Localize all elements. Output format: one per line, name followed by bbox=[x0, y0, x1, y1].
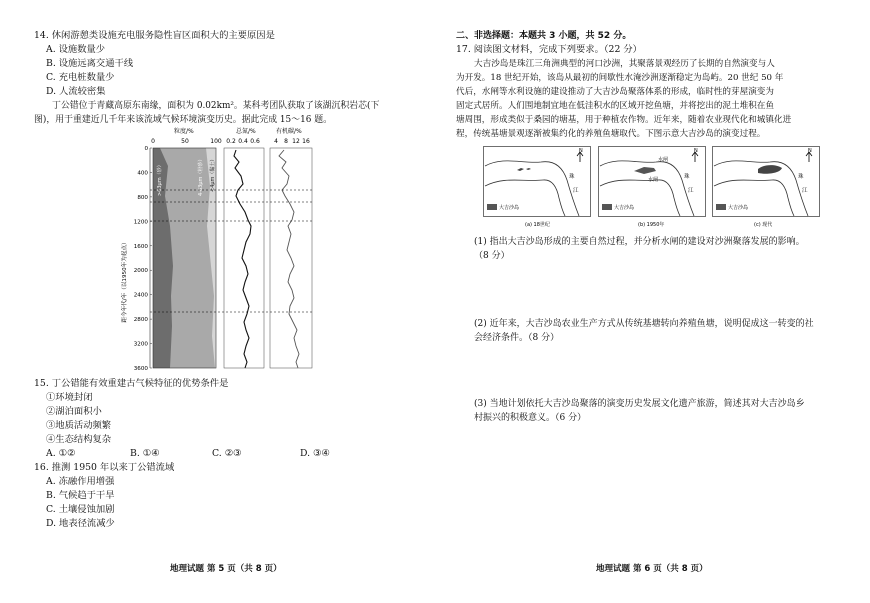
q17-sub3-line-1: (3) 当地计划依托大吉沙岛聚落的演变历史发展文化遗产旅游，简述其对大吉沙岛乡 bbox=[474, 399, 805, 409]
passage-line-5: 塘周围，形成类似于桑园的塘基，用于种植农作物。近年来，随着农业现代化和城镇化进 bbox=[456, 115, 792, 125]
organic-carbon-curve bbox=[279, 150, 299, 368]
sluice-label: 水闸 bbox=[648, 177, 659, 183]
tn-frame bbox=[224, 148, 264, 368]
right-page-footer: 地理试题 第 6 页（共 8 页） bbox=[596, 564, 708, 574]
map-a-caption: (a) 18世纪 bbox=[525, 222, 550, 228]
intro-line-2: 图)，用于重建近几千年来该流域气候环境演变历史。据此完成 15～16 题。 bbox=[34, 115, 332, 125]
svg-text:江: 江 bbox=[573, 188, 579, 194]
total-nitrogen-title: 总氮/% bbox=[236, 128, 256, 135]
map-18th-century bbox=[483, 146, 591, 228]
svg-text:大吉沙岛: 大吉沙岛 bbox=[614, 205, 635, 211]
svg-text:珠: 珠 bbox=[798, 174, 804, 180]
q15-item-4: ④生态结构复杂 bbox=[46, 434, 112, 445]
y-tick-label: 2800 bbox=[133, 317, 148, 324]
map-c-caption: (c) 现代 bbox=[754, 222, 773, 228]
q15-item-3: ③地质活动频繁 bbox=[46, 420, 112, 431]
q15-item-2: ②湖泊面积小 bbox=[46, 406, 102, 417]
svg-text:N: N bbox=[808, 148, 812, 154]
y-tick-label: 3200 bbox=[133, 341, 148, 348]
map-b-caption: (b) 1950年 bbox=[638, 222, 665, 228]
q17-stem: 17. 阅读图文材料，完成下列要求。（22 分） bbox=[456, 44, 642, 55]
map-modern bbox=[712, 146, 820, 228]
grain-size-title: 粒度/% bbox=[174, 128, 194, 135]
toc-tick-8: 8 bbox=[284, 138, 288, 145]
tn-tick-0-2: 0.2 bbox=[226, 138, 236, 145]
grain-tick-50: 50 bbox=[181, 138, 189, 145]
y-axis-ticks bbox=[134, 146, 152, 372]
legend-swatch bbox=[487, 204, 497, 210]
toc-tick-12: 12 bbox=[292, 138, 300, 145]
q17-sub3-line-2: 村振兴的积极意义。（6 分） bbox=[474, 413, 587, 423]
q17-sub2-line-2: 会经济条件。（8 分） bbox=[474, 333, 560, 343]
passage-line-1: 大吉沙岛是珠江三角洲典型的河口沙洲，其聚落景观经历了长期的自然演变与人 bbox=[474, 59, 775, 69]
sluice-label: 水闸 bbox=[658, 157, 669, 163]
y-tick-label: 2400 bbox=[133, 292, 148, 299]
q14-stem: 14. 休闲游憩类设施充电服务隐性盲区面积大的主要原因是 bbox=[34, 30, 275, 41]
svg-text:大吉沙岛: 大吉沙岛 bbox=[499, 205, 520, 211]
y-tick-label: 800 bbox=[137, 194, 148, 201]
q14-option-b: B. 设施远离交通干线 bbox=[46, 58, 134, 69]
q15-option-a: A. ①② bbox=[46, 448, 76, 459]
sediment-core-figure bbox=[118, 126, 318, 374]
y-tick-label: 400 bbox=[137, 170, 148, 177]
map-1950 bbox=[598, 146, 706, 228]
passage-line-3: 代后，水闸等水利设施的建设推动了大吉沙岛聚落体系的形成，临时性的芽屋演变为 bbox=[456, 87, 774, 97]
q16-option-b: B. 气候趋于干旱 bbox=[46, 490, 115, 501]
toc-tick-16: 16 bbox=[302, 138, 310, 145]
svg-text:>63μm（砂）: >63μm（砂） bbox=[157, 162, 163, 196]
passage-line-2: 为开发。18 世纪开始，该岛从最初的间歇性水淹沙洲逐渐稳定为岛屿。20 世纪 50 年 bbox=[456, 73, 784, 83]
y-tick-label: 1200 bbox=[133, 219, 148, 226]
svg-text:N: N bbox=[579, 148, 583, 154]
section-heading: 二、非选择题：本题共 3 小题，共 52 分。 bbox=[456, 31, 632, 41]
q15-option-d: D. ③④ bbox=[300, 448, 330, 459]
q15-item-1: ①环境封闭 bbox=[46, 392, 93, 403]
q14-option-d: D. 人流较密集 bbox=[46, 86, 106, 97]
y-tick-label: 2000 bbox=[133, 268, 148, 275]
q15-stem: 15. 丁公错能有效重建古气候特征的优势条件是 bbox=[34, 378, 229, 389]
svg-text:大吉沙岛: 大吉沙岛 bbox=[728, 205, 749, 211]
q17-sub2-line-1: (2) 近年来，大吉沙岛农业生产方式从传统基塘转向养殖鱼塘，说明促成这一转变的社 bbox=[474, 319, 814, 329]
q16-option-a: A. 冻融作用增强 bbox=[46, 476, 115, 487]
y-tick-label: 1600 bbox=[133, 243, 148, 250]
tn-tick-0-4: 0.4 bbox=[238, 138, 248, 145]
svg-text:珠: 珠 bbox=[684, 174, 690, 180]
organic-carbon-title: 有机碳/% bbox=[276, 128, 302, 135]
q14-option-c: C. 充电桩数量少 bbox=[46, 72, 115, 83]
svg-text:江: 江 bbox=[802, 188, 808, 194]
svg-text:N: N bbox=[694, 148, 698, 154]
legend-swatch bbox=[602, 204, 612, 210]
total-nitrogen-curve bbox=[234, 150, 251, 368]
q17-sub1-line-1: (1) 指出大吉沙岛形成的主要自然过程，并分析水闸的建设对沙洲聚落发展的影响。 bbox=[474, 237, 805, 247]
legend-swatch bbox=[716, 204, 726, 210]
toc-tick-4: 4 bbox=[274, 138, 278, 145]
tn-tick-0-6: 0.6 bbox=[250, 138, 260, 145]
svg-text:4-63μm（粉砂）: 4-63μm（粉砂） bbox=[198, 156, 204, 196]
q16-stem: 16. 推测 1950 年以来丁公错流域 bbox=[34, 462, 175, 473]
grain-tick-0: 0 bbox=[151, 138, 155, 145]
svg-text:珠: 珠 bbox=[569, 174, 575, 180]
q17-sub1-line-2: （8 分） bbox=[474, 251, 510, 261]
q15-option-b: B. ①④ bbox=[130, 448, 160, 459]
q15-option-c: C. ②③ bbox=[212, 448, 242, 459]
q14-option-a: A. 设施数量少 bbox=[46, 44, 106, 55]
intro-line-1: 丁公错位于青藏高原东南缘，面积为 0.02km²。某科考团队获取了该湖沉积岩芯(下 bbox=[52, 101, 380, 111]
passage-line-4: 固定式居所。人们围地制宜地在低洼积水的区域开挖鱼塘，并将挖出的泥土堆积在鱼 bbox=[456, 101, 774, 111]
y-axis-label: 距今年代/年（以1950年为起点） bbox=[122, 239, 128, 323]
left-page-footer: 地理试题 第 5 页（共 8 页） bbox=[170, 564, 282, 574]
grain-tick-100: 100 bbox=[210, 138, 222, 145]
q16-option-c: C. 土壤侵蚀加剧 bbox=[46, 504, 115, 515]
y-tick-label: 0 bbox=[144, 146, 148, 152]
svg-text:<4μm（黏土）: <4μm（黏土） bbox=[210, 156, 216, 192]
q16-option-d: D. 地表径流减少 bbox=[46, 518, 115, 529]
y-tick-label: 3600 bbox=[133, 366, 148, 372]
svg-text:江: 江 bbox=[688, 188, 694, 194]
passage-line-6: 程，传统基塘景观逐渐被集约化的养殖鱼塘取代。下图示意大吉沙岛的演变过程。 bbox=[456, 129, 766, 139]
